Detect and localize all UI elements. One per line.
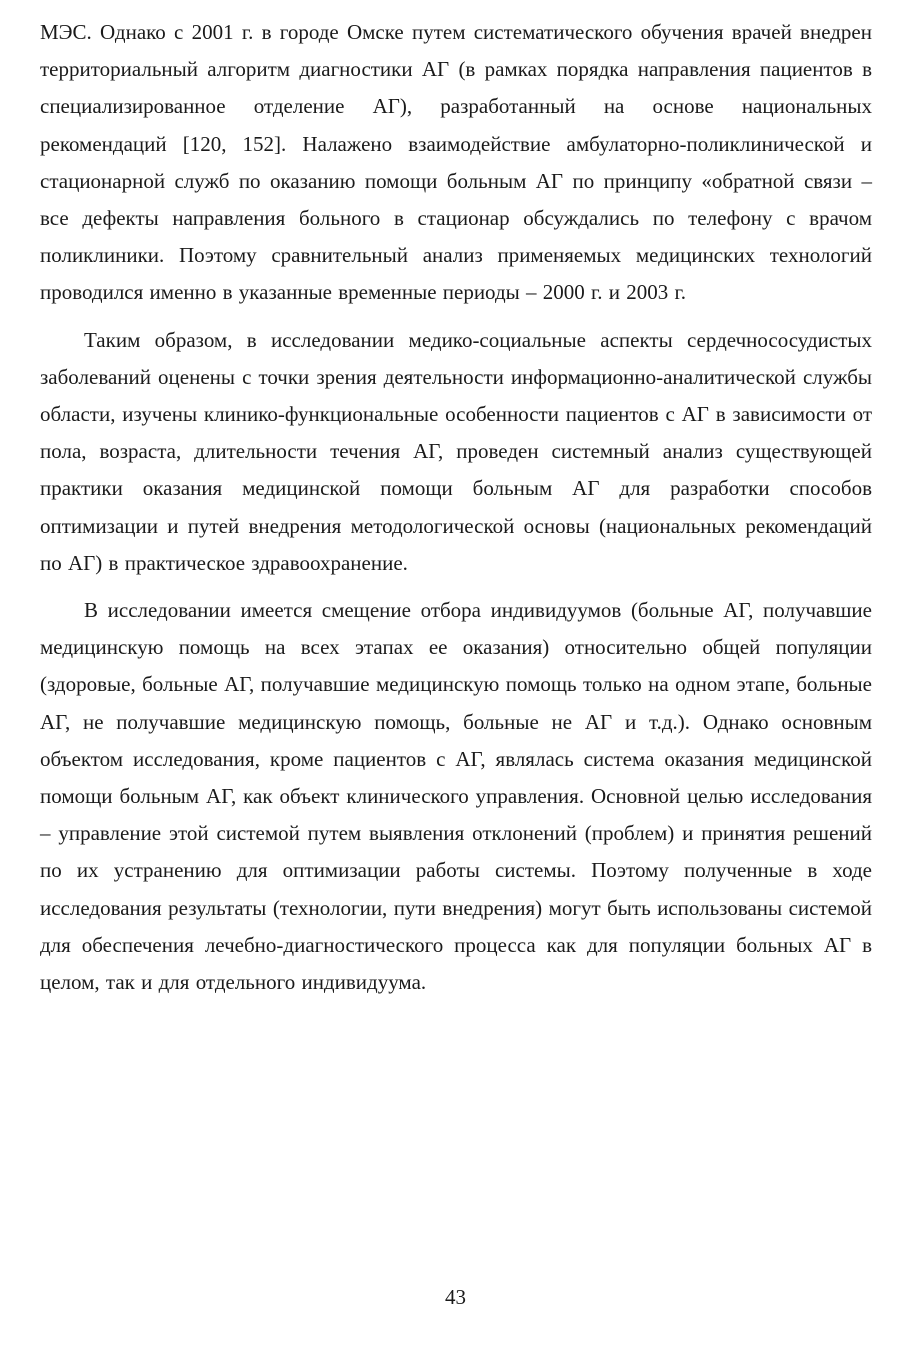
paragraph-summary: Таким образом, в исследовании медико-социальные аспекты сердечнососудистых заболеваний оценены с точки зрения деятельности информационно-аналитической службы области, изучены клинико-функциональные особенности пациентов с АГ в зависимости от пола, возраста, длительности течения АГ, проведен системный анализ существующей практики оказания медицинской помощи больным АГ для разработки способов оптимизации и путей внедрения методологической основы (национальных рекомендаций по АГ) в практическое здравоохранение. [40,327,872,575]
page-number: 43 [445,1285,466,1309]
paragraph-selection-bias: В исследовании имеется смещение отбора индивидуумов (больные АГ, получавшие медицинскую помощь на всех этапах ее оказания) относительно общей популяции (здоровые, больные АГ, получавшие медицинскую помощь только на одном этапе, больные АГ, не получавшие медицинскую помощь, больные не АГ и т.д.). Однако основным объектом исследования, кроме пациентов с АГ, являлась система оказания медицинской помощи больным АГ, как объект клинического управления. Основной целью исследования – управление этой системой путем выявления отклонений (проблем) и принятия решений по их устранению для оптимизации работы системы. Поэтому полученные в ходе исследования результаты (технологии, пути внедрения) могут быть использованы системой для обеспечения лечебно-диагностического процесса как для популяции больных АГ в целом, так и для отдельного индивидуума. [40,598,872,995]
paragraph-continuation: МЭС. Однако с 2001 г. в городе Омске путем систематического обучения врачей внедрен территориальный алгоритм диагностики АГ (в рамках порядка направления пациентов в специализированное отделение АГ), разработанный на основе национальных рекомендаций [120, 152]. Налажено взаимодействие амбулаторно-поликлинической и стационарной служб по оказанию помощи больным АГ по принципу «обратной связи – все дефекты направления больного в стационар обсуждались по телефону с врачом поликлиники. Поэтому сравнительный анализ применяемых медицинских технологий проводился именно в указанные временные периоды – 2000 г. и 2003 г. [40,20,872,305]
page-body [40,14,872,1001]
